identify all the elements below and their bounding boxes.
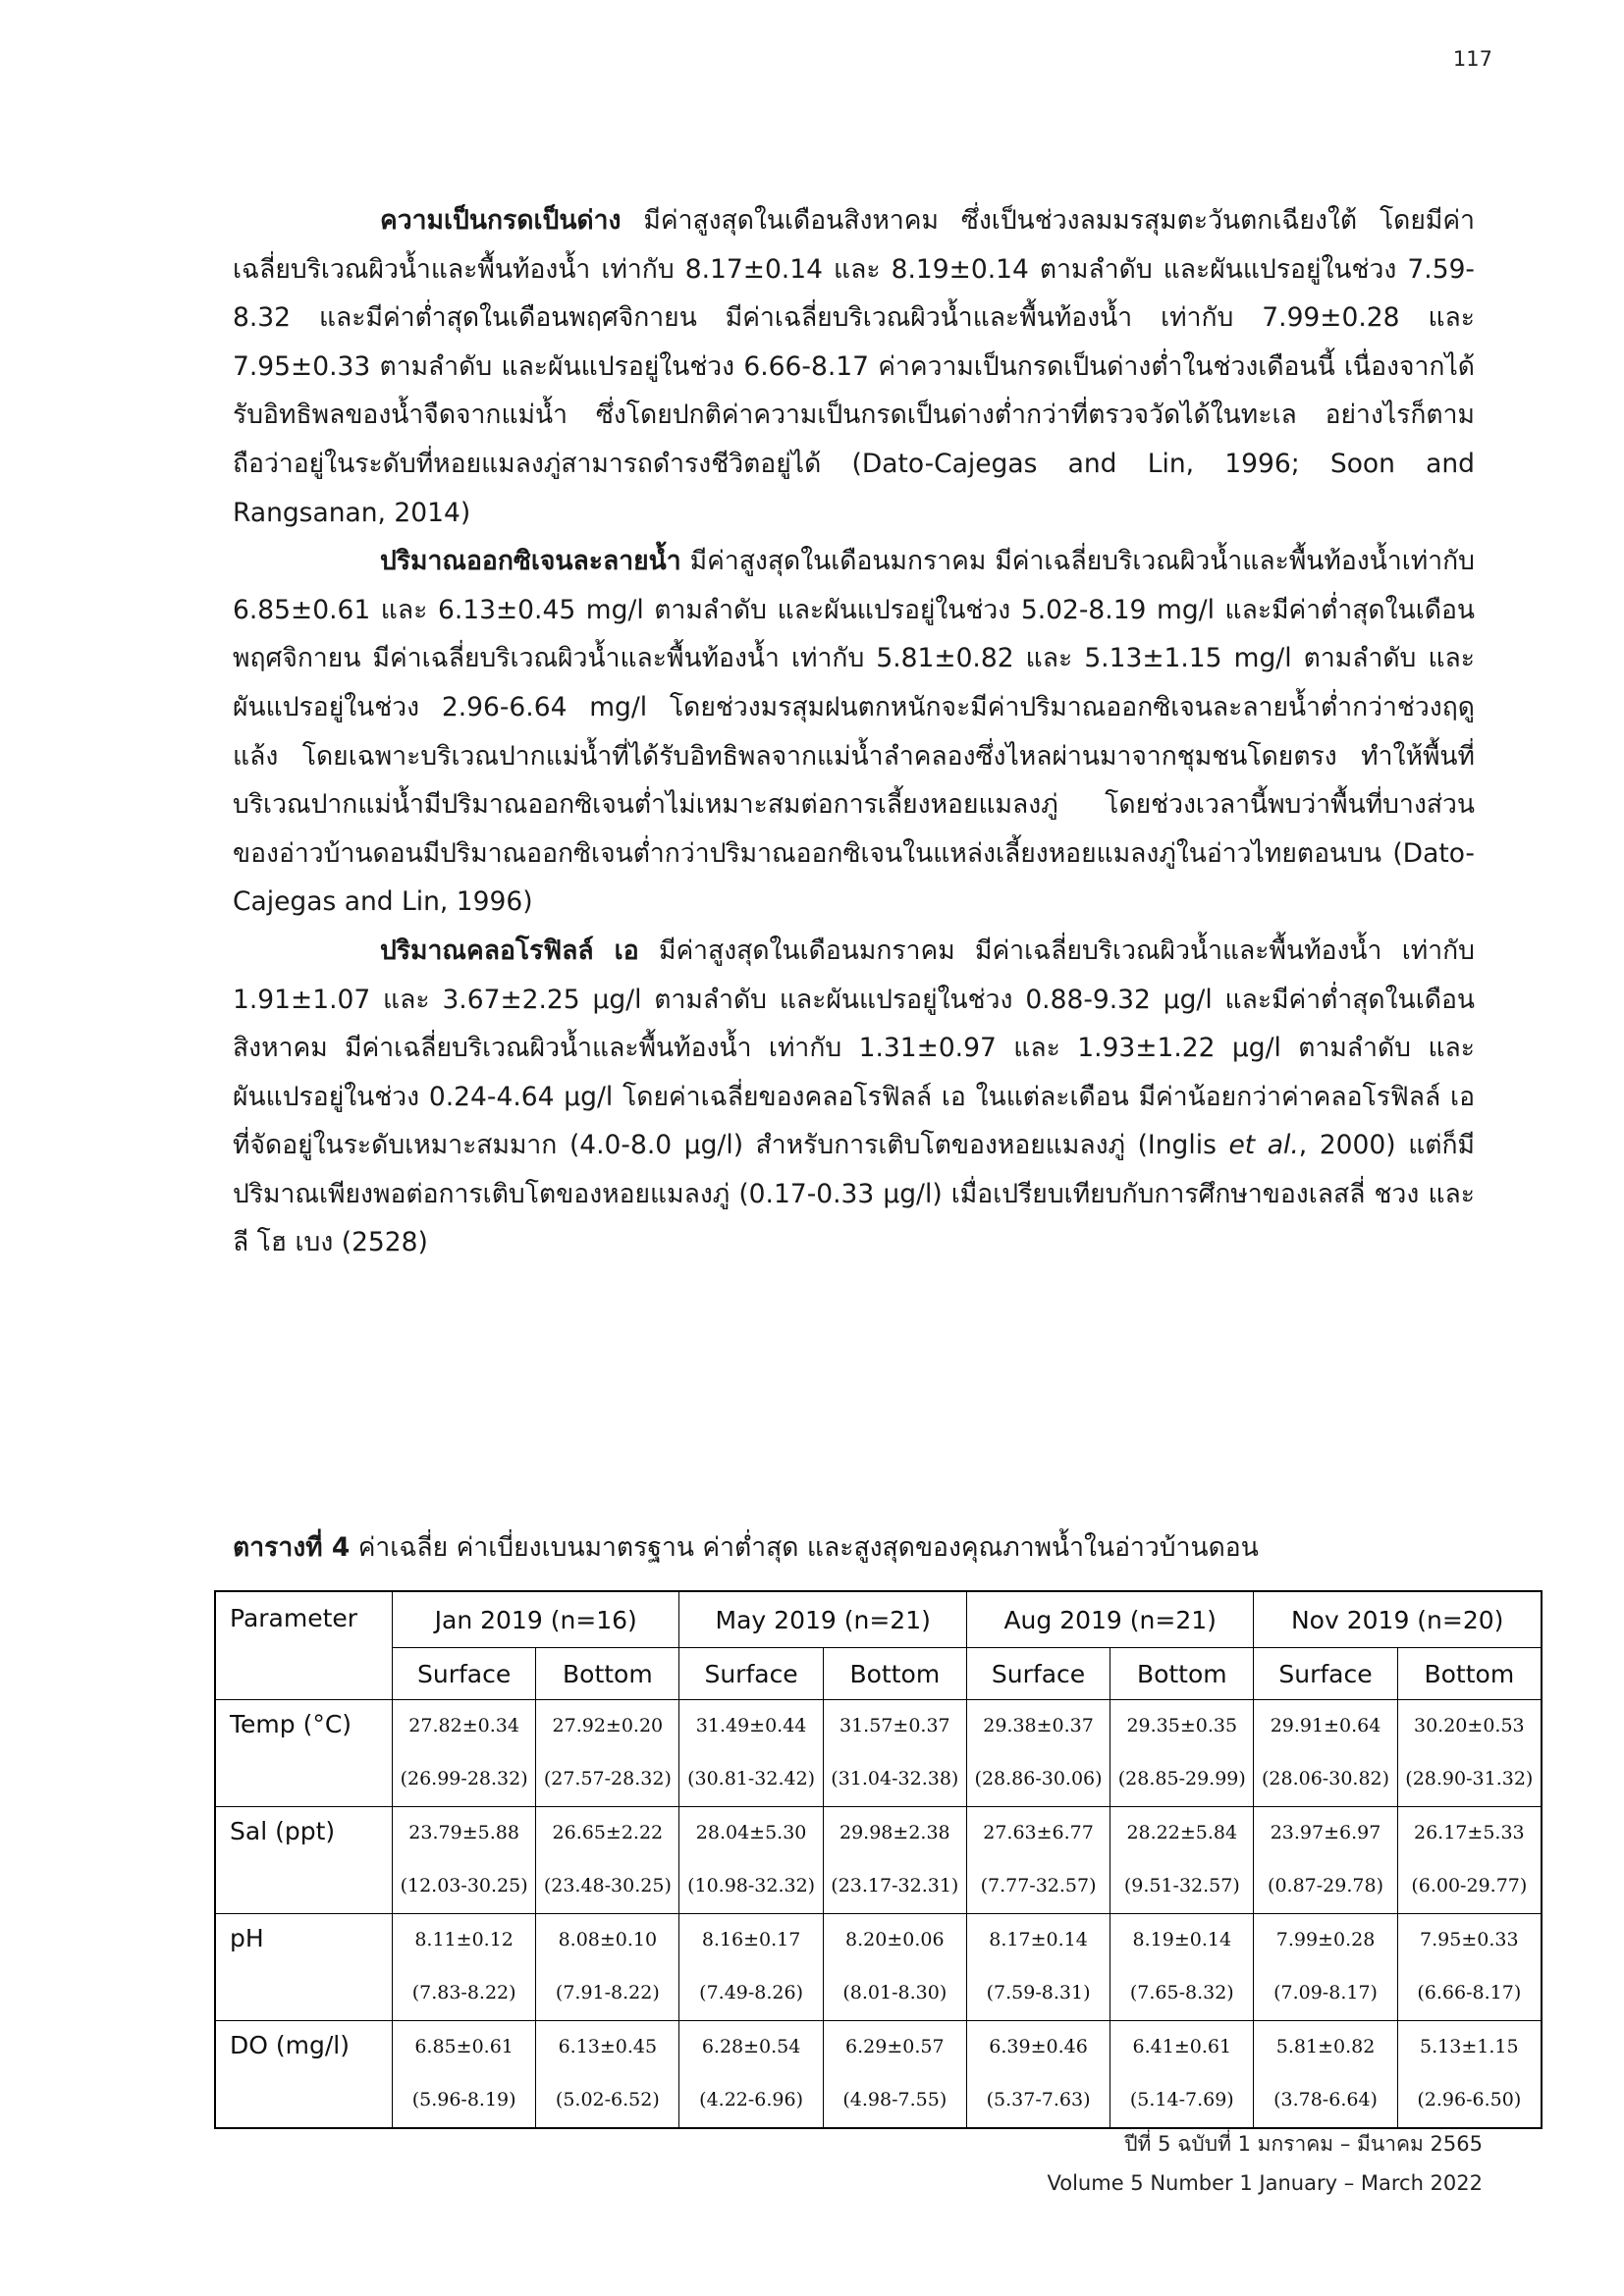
- mean-sd-cell: 6.13±0.45: [536, 2021, 679, 2073]
- mean-sd-cell: 8.19±0.14: [1110, 1914, 1254, 1966]
- table-caption-text: ค่าเฉลี่ย ค่าเบี่ยงเบนมาตรฐาน ค่าต่ำสุด และสูงสุดของคุณภาพน้ำในอ่าวบ้านดอน: [350, 1532, 1259, 1563]
- range-cell: (30.81-32.42): [679, 1751, 823, 1807]
- mean-sd-cell: 6.29±0.57: [823, 2021, 966, 2073]
- mean-sd-cell: 8.20±0.06: [823, 1914, 966, 1966]
- mean-sd-cell: 27.63±6.77: [966, 1807, 1110, 1859]
- mean-sd-cell: 31.57±0.37: [823, 1700, 966, 1752]
- group-header: Aug 2019 (n=21): [966, 1591, 1253, 1648]
- mean-sd-cell: 6.85±0.61: [393, 2021, 536, 2073]
- table-body: [215, 1700, 1542, 2129]
- paragraph-heading: ปริมาณคลอโรฟิลล์ เอ: [380, 934, 639, 966]
- mean-sd-cell: 29.98±2.38: [823, 1807, 966, 1859]
- range-cell: (0.87-29.78): [1254, 1858, 1397, 1914]
- mean-sd-cell: 23.79±5.88: [393, 1807, 536, 1859]
- sub-header: Surface: [393, 1648, 536, 1700]
- range-cell: (27.57-28.32): [536, 1751, 679, 1807]
- mean-sd-cell: 8.16±0.17: [679, 1914, 823, 1966]
- table-row: [215, 1807, 1542, 1859]
- range-cell: (3.78-6.64): [1254, 2072, 1397, 2128]
- paragraph-body: มีค่าสูงสุดในเดือนมกราคม มีค่าเฉลี่ยบริเวณผิวน้ำและพื้นท้องน้ำ เท่ากับ 1.91±1.07 และ 3.67±2.25 µg/l ตามลำดับ และผันแปรอยู่ในช่วง 0.88-9.32 µg/l และมีค่าต่ำสุดในเดือนสิงหาคม มีค่าเฉลี่ยบริเวณผิวน้ำและพื้นท้องน้ำ เท่ากับ 1.31±0.97 และ 1.93±1.22 µg/l ตามลำดับ และผันแปรอยู่ในช่วง 0.24-4.64 µg/l โดยค่าเฉลี่ยของคลอโรฟิลล์ เอ ในแต่ละเดือน มีค่าน้อยกว่าค่าคลอโรฟิลล์ เอ ที่จัดอยู่ในระดับเหมาะสมมาก (4.0-8.0 µg/l) สำหรับการเติบโตของหอยแมลงภู่ (Inglis: [233, 934, 1475, 1161]
- group-header: Jan 2019 (n=16): [393, 1591, 679, 1648]
- table-row: [215, 2021, 1542, 2073]
- paragraph-heading: ปริมาณออกซิเจนละลายน้ำ: [380, 546, 681, 577]
- paragraph-heading: ความเป็นกรดเป็นด่าง: [380, 205, 622, 236]
- range-cell: (5.96-8.19): [393, 2072, 536, 2128]
- range-cell: (7.09-8.17): [1254, 1965, 1397, 2021]
- range-cell: (5.37-7.63): [966, 2072, 1110, 2128]
- table-subheader-row: [215, 1648, 1542, 1700]
- sub-header: Surface: [679, 1648, 823, 1700]
- mean-sd-cell: 8.17±0.14: [966, 1914, 1110, 1966]
- page-number: 117: [1452, 47, 1492, 71]
- mean-sd-cell: 29.35±0.35: [1110, 1700, 1254, 1752]
- sub-header: Surface: [966, 1648, 1110, 1700]
- mean-sd-cell: 31.49±0.44: [679, 1700, 823, 1752]
- mean-sd-cell: 29.38±0.37: [966, 1700, 1110, 1752]
- mean-sd-cell: 6.39±0.46: [966, 2021, 1110, 2073]
- table-row: [215, 2072, 1542, 2128]
- sub-header: Bottom: [536, 1648, 679, 1700]
- mean-sd-cell: 8.11±0.12: [393, 1914, 536, 1966]
- group-header: May 2019 (n=21): [679, 1591, 966, 1648]
- group-header: Nov 2019 (n=20): [1254, 1591, 1542, 1648]
- mean-sd-cell: 27.92±0.20: [536, 1700, 679, 1752]
- mean-sd-cell: 23.97±6.97: [1254, 1807, 1397, 1859]
- sub-header: Bottom: [1397, 1648, 1542, 1700]
- range-cell: (23.48-30.25): [536, 1858, 679, 1914]
- sub-header: Bottom: [1110, 1648, 1254, 1700]
- table-row: [215, 1858, 1542, 1914]
- parameter-header: Parameter: [215, 1591, 393, 1700]
- range-cell: (31.04-32.38): [823, 1751, 966, 1807]
- range-cell: (2.96-6.50): [1397, 2072, 1542, 2128]
- range-cell: (4.98-7.55): [823, 2072, 966, 2128]
- mean-sd-cell: 6.41±0.61: [1110, 2021, 1254, 2073]
- table-row: [215, 1965, 1542, 2021]
- italic-et-al: et al.: [1228, 1130, 1299, 1161]
- range-cell: (9.51-32.57): [1110, 1858, 1254, 1914]
- paragraph-body: มีค่าสูงสุดในเดือนสิงหาคม ซึ่งเป็นช่วงลมมรสุมตะวันตกเฉียงใต้ โดยมีค่าเฉลี่ยบริเวณผิวน้ำและพื้นท้องน้ำ เท่ากับ 8.17±0.14 และ 8.19±0.14 ตามลำดับ และผันแปรอยู่ในช่วง 7.59-8.32 และมีค่าต่ำสุดในเดือนพฤศจิกายน มีค่าเฉลี่ยบริเวณผิวน้ำและพื้นท้องน้ำ เท่ากับ 7.99±0.28 และ 7.95±0.33 ตามลำดับ และผันแปรอยู่ในช่วง 6.66-8.17 ค่าความเป็นกรดเป็นด่างต่ำในช่วงเดือนนี้ เนื่องจากได้รับอิทธิพลของน้ำจืดจากแม่น้ำ ซึ่งโดยปกติค่าความเป็นกรดเป็นด่างต่ำกว่าที่ตรวจวัดได้ในทะเล อย่างไรก็ตาม ถือว่าอยู่ในระดับที่หอยแมลงภู่สามารถดำรงชีวิตอยู่ได้ (Dato-Cajegas and Lin, 1996; Soon and Rangsanan, 2014): [233, 205, 1475, 528]
- range-cell: (7.83-8.22): [393, 1965, 536, 2021]
- mean-sd-cell: 6.28±0.54: [679, 2021, 823, 2073]
- range-cell: (12.03-30.25): [393, 1858, 536, 1914]
- range-cell: (6.66-8.17): [1397, 1965, 1542, 2021]
- range-cell: (7.77-32.57): [966, 1858, 1110, 1914]
- table-row: [215, 1751, 1542, 1807]
- mean-sd-cell: 30.20±0.53: [1397, 1700, 1542, 1752]
- body-text: [233, 196, 1475, 1267]
- table-row: [215, 1700, 1542, 1752]
- mean-sd-cell: 7.99±0.28: [1254, 1914, 1397, 1966]
- sub-header: Surface: [1254, 1648, 1397, 1700]
- range-cell: (28.86-30.06): [966, 1751, 1110, 1807]
- range-cell: (5.14-7.69): [1110, 2072, 1254, 2128]
- mean-sd-cell: 27.82±0.34: [393, 1700, 536, 1752]
- footer-thai: ปีที่ 5 ฉบับที่ 1 มกราคม – มีนาคม 2565: [1124, 2132, 1483, 2156]
- mean-sd-cell: 29.91±0.64: [1254, 1700, 1397, 1752]
- water-quality-table: [214, 1590, 1543, 2129]
- range-cell: (28.85-29.99): [1110, 1751, 1254, 1807]
- mean-sd-cell: 28.22±5.84: [1110, 1807, 1254, 1859]
- table-header-row: [215, 1591, 1542, 1648]
- range-cell: (6.00-29.77): [1397, 1858, 1542, 1914]
- range-cell: (7.49-8.26): [679, 1965, 823, 2021]
- range-cell: (5.02-6.52): [536, 2072, 679, 2128]
- footer-english: Volume 5 Number 1 January – March 2022: [1047, 2171, 1483, 2195]
- range-cell: (8.01-8.30): [823, 1965, 966, 2021]
- mean-sd-cell: 5.13±1.15: [1397, 2021, 1542, 2073]
- range-cell: (10.98-32.32): [679, 1858, 823, 1914]
- parameter-name: pH: [215, 1914, 393, 2021]
- range-cell: (7.59-8.31): [966, 1965, 1110, 2021]
- range-cell: (26.99-28.32): [393, 1751, 536, 1807]
- paragraph-body: มีค่าสูงสุดในเดือนมกราคม มีค่าเฉลี่ยบริเวณผิวน้ำและพื้นท้องน้ำเท่ากับ 6.85±0.61 และ 6.13±0.45 mg/l ตามลำดับ และผันแปรอยู่ในช่วง 5.02-8.19 mg/l และมีค่าต่ำสุดในเดือนพฤศจิกายน มีค่าเฉลี่ยบริเวณผิวน้ำและพื้นท้องน้ำ เท่ากับ 5.81±0.82 และ 5.13±1.15 mg/l ตามลำดับ และผันแปรอยู่ในช่วง 2.96-6.64 mg/l โดยช่วงมรสุมฝนตกหนักจะมีค่าปริมาณออกซิเจนละลายน้ำต่ำกว่าช่วงฤดูแล้ง โดยเฉพาะบริเวณปากแม่น้ำที่ได้รับอิทธิพลจากแม่น้ำลำคลองซึ่งไหลผ่านมาจากชุมชนโดยตรง ทำให้พื้นที่บริเวณปากแม่น้ำมีปริมาณออกซิเจนต่ำไม่เหมาะสมต่อการเลี้ยงหอยแมลงภู่ โดยช่วงเวลานี้พบว่าพื้นที่บางส่วนของอ่าวบ้านดอนมีปริมาณออกซิเจนต่ำกว่าปริมาณออกซิเจนในแหล่งเลี้ยงหอยแมลงภู่ในอ่าวไทยตอนบน (Dato-Cajegas and Lin, 1996): [233, 546, 1475, 918]
- paragraph-ph: [233, 196, 1475, 537]
- range-cell: (4.22-6.96): [679, 2072, 823, 2128]
- parameter-name: Sal (ppt): [215, 1807, 393, 1914]
- mean-sd-cell: 5.81±0.82: [1254, 2021, 1397, 2073]
- range-cell: (7.91-8.22): [536, 1965, 679, 2021]
- range-cell: (28.06-30.82): [1254, 1751, 1397, 1807]
- parameter-name: Temp (°C): [215, 1700, 393, 1807]
- sub-header: Bottom: [823, 1648, 966, 1700]
- range-cell: (28.90-31.32): [1397, 1751, 1542, 1807]
- paragraph-chlorophyll: [233, 927, 1475, 1267]
- table-row: [215, 1914, 1542, 1966]
- paragraph-body-continued: , 2000) แต่ก็มีปริมาณเพียงพอต่อการเติบโตของหอยแมลงภู่ (0.17-0.33 µg/l) เมื่อเปรียบเทียบกับการศึกษาของเลสลี่ ชวง และ ลี โฮ เบง (2528): [233, 1130, 1475, 1258]
- mean-sd-cell: 7.95±0.33: [1397, 1914, 1542, 1966]
- table-caption-label: ตารางที่ 4: [233, 1532, 351, 1563]
- range-cell: (23.17-32.31): [823, 1858, 966, 1914]
- mean-sd-cell: 26.17±5.33: [1397, 1807, 1542, 1859]
- range-cell: (7.65-8.32): [1110, 1965, 1254, 2021]
- paragraph-dissolved-oxygen: [233, 537, 1475, 927]
- parameter-name: DO (mg/l): [215, 2021, 393, 2129]
- mean-sd-cell: 26.65±2.22: [536, 1807, 679, 1859]
- mean-sd-cell: 28.04±5.30: [679, 1807, 823, 1859]
- table-caption: [233, 1528, 1475, 1568]
- mean-sd-cell: 8.08±0.10: [536, 1914, 679, 1966]
